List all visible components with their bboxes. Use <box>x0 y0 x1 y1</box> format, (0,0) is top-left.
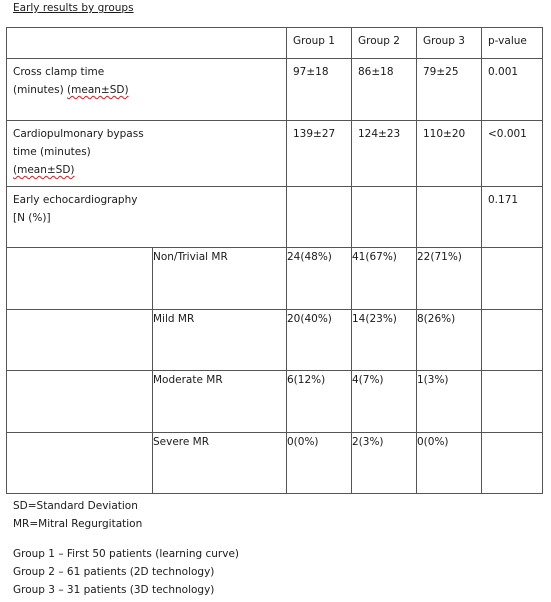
header-group-1: Group 1 <box>287 28 352 59</box>
header-group-3: Group 3 <box>417 28 482 59</box>
cell-group-2: 4(7%) <box>352 371 417 433</box>
cell-group-2: 14(23%) <box>352 310 417 371</box>
note-line: Group 1 – First 50 patients (learning curve) <box>13 548 240 560</box>
cell-group-2: 2(3%) <box>352 433 417 494</box>
row-label-cross-clamp <box>7 59 287 121</box>
document-title: Early results by groups <box>13 2 134 14</box>
cell-group-2: 124±23 <box>352 121 417 187</box>
subrow-label: Moderate MR <box>153 371 287 433</box>
row-label-line-part: (minutes) <box>13 84 68 96</box>
abbreviation-notes <box>13 497 142 533</box>
row-label-line-part: (mean±SD) <box>13 164 75 176</box>
row-label-line <box>13 161 286 179</box>
row-label-early-echo <box>7 187 287 248</box>
empty-cell <box>7 248 153 310</box>
cell-p-value: <0.001 <box>482 121 543 187</box>
cell-group-1: 0(0%) <box>287 433 352 494</box>
header-empty-cell <box>7 28 287 59</box>
subrow-label: Severe MR <box>153 433 287 494</box>
cell-group-3 <box>417 187 482 248</box>
note-line: Group 3 – 31 patients (3D technology) <box>13 584 215 596</box>
row-label-line: Early echocardiography <box>13 194 138 206</box>
cell-group-3: 8(26%) <box>417 310 482 371</box>
empty-cell <box>7 310 153 371</box>
cell-group-3: 0(0%) <box>417 433 482 494</box>
cell-group-3: 110±20 <box>417 121 482 187</box>
row-label-line: [N (%)] <box>13 212 51 224</box>
cell-group-2: 41(67%) <box>352 248 417 310</box>
cell-p-value <box>482 310 543 371</box>
note-line: SD=Standard Deviation <box>13 500 138 512</box>
cell-group-2 <box>352 187 417 248</box>
subrow-label: Mild MR <box>153 310 287 371</box>
cell-p-value <box>482 433 543 494</box>
header-row <box>7 28 543 59</box>
table-row-mild-mr <box>7 310 543 371</box>
table-row-moderate-mr <box>7 371 543 433</box>
table-row-cross-clamp <box>7 59 543 121</box>
table-row-early-echo <box>7 187 543 248</box>
header-p-value: p-value <box>482 28 543 59</box>
cell-group-3: 1(3%) <box>417 371 482 433</box>
cell-group-1: 139±27 <box>287 121 352 187</box>
cell-p-value <box>482 371 543 433</box>
cell-p-value: 0.001 <box>482 59 543 121</box>
header-group-2: Group 2 <box>352 28 417 59</box>
row-label-line-part: (mean±SD) <box>67 84 129 96</box>
cell-group-3: 79±25 <box>417 59 482 121</box>
table-row-severe-mr <box>7 433 543 494</box>
cell-group-1: 20(40%) <box>287 310 352 371</box>
cell-p-value <box>482 248 543 310</box>
cell-group-1: 97±18 <box>287 59 352 121</box>
note-line: Group 2 – 61 patients (2D technology) <box>13 566 215 578</box>
cell-group-3: 22(71%) <box>417 248 482 310</box>
table-row-cardiopulmonary-bypass <box>7 121 543 187</box>
row-label-line: time (minutes) <box>13 146 91 158</box>
group-definitions <box>13 545 239 599</box>
empty-cell <box>7 433 153 494</box>
cell-group-1: 6(12%) <box>287 371 352 433</box>
results-table <box>6 27 543 494</box>
row-label-line <box>13 81 286 99</box>
row-label-line: Cross clamp time <box>13 66 105 78</box>
subrow-label: Non/Trivial MR <box>153 248 287 310</box>
cell-group-1: 24(48%) <box>287 248 352 310</box>
row-label-bypass <box>7 121 287 187</box>
table-row-non-trivial-mr <box>7 248 543 310</box>
empty-cell <box>7 371 153 433</box>
cell-group-1 <box>287 187 352 248</box>
cell-group-2: 86±18 <box>352 59 417 121</box>
note-line: MR=Mitral Regurgitation <box>13 518 143 530</box>
cell-p-value: 0.171 <box>482 187 543 248</box>
row-label-line: Cardiopulmonary bypass <box>13 128 144 140</box>
